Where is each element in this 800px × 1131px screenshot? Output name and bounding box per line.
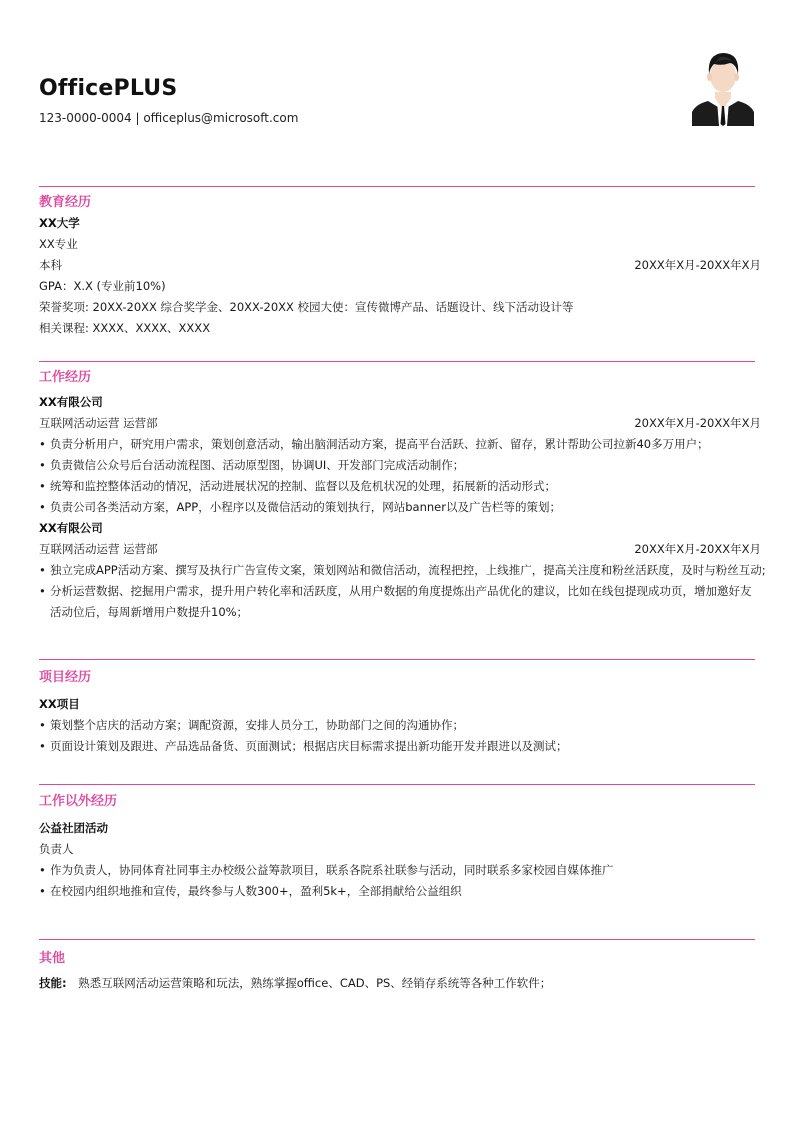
honors: 荣誉奖项: 20XX-20XX 综合奖学金、20XX-20XX 校园大使：宣传微博产品、话题设计、线下活动设计等 <box>39 300 574 314</box>
projects-section <box>39 668 761 757</box>
company-name: XX有限公司 <box>39 521 103 535</box>
list-item: • 负责微信公众号后台活动流程图、活动原型图，协调UI、开发部门完成活动制作； <box>39 455 761 476</box>
list-item: • 页面设计策划及跟进、产品选品备货、页面测试；根据店庆目标需求提出新功能开发并跟进以及测试； <box>39 736 761 757</box>
list-item: • 负责公司各类活动方案，APP，小程序以及微信活动的策划执行，网站banner以及广告栏等的策划； <box>39 497 761 518</box>
project-name: XX项目 <box>39 697 80 711</box>
other-work-title: 工作以外经历 <box>39 794 118 809</box>
section-divider <box>39 939 755 940</box>
avatar <box>692 44 754 126</box>
skills-row <box>39 973 761 994</box>
other-work-section <box>39 792 761 902</box>
section-divider <box>39 659 755 660</box>
skills-label: 技能: <box>39 976 67 990</box>
list-item: • 独立完成APP活动方案、撰写及执行广告宣传文案，策划网站和微信活动，流程把控，上线推广，提高关注度和粉丝活跃度，及时与粉丝互动; <box>39 560 761 581</box>
courses: 相关课程: XXXX、XXXX、XXXX <box>39 321 211 335</box>
section-divider <box>39 361 755 362</box>
projects-title: 项目经历 <box>39 670 92 685</box>
skills-text: 熟悉互联网活动运营策略和玩法，熟练掌握office、CAD、PS、经销存系统等各种工作软件； <box>78 976 552 990</box>
job-date: 20XX年X月-20XX年X月 <box>634 542 761 556</box>
activity-role: 负责人 <box>39 842 74 856</box>
work-section <box>39 368 766 623</box>
job-date: 20XX年X月-20XX年X月 <box>634 416 761 430</box>
education-title: 教育经历 <box>39 195 92 210</box>
list-item: • 作为负责人，协同体育社同事主办校级公益筹款项目，联系各院系社联参与活动，同时联系多家校园自媒体推广 <box>39 860 761 881</box>
misc-section <box>39 949 761 994</box>
degree-row <box>39 255 761 276</box>
activity-name: 公益社团活动 <box>39 821 108 835</box>
job-role-row <box>39 539 761 560</box>
gpa: GPA：X.X (专业前10%) <box>39 279 166 293</box>
degree: 本科 <box>39 258 62 272</box>
work-title: 工作经历 <box>39 370 92 385</box>
list-item: • 在校园内组织地推和宣传，最终参与人数300+，盈利5k+，全部捐献给公益组织 <box>39 881 761 902</box>
section-divider <box>39 784 755 785</box>
job-role: 互联网活动运营 运营部 <box>39 416 158 430</box>
company-name: XX有限公司 <box>39 395 103 409</box>
candidate-name: OfficePLUS <box>39 76 178 101</box>
education-date: 20XX年X月-20XX年X月 <box>634 258 761 272</box>
contact-info: 123-0000-0004 | officeplus@microsoft.com <box>39 111 299 125</box>
list-item: • 负责分析用户，研究用户需求，策划创意活动，输出脑洞活动方案，提高平台活跃、拉新、留存，累计帮助公司拉新40多万用户； <box>39 434 761 455</box>
education-section <box>39 193 761 339</box>
misc-title: 其他 <box>39 951 66 966</box>
list-item: • 统筹和监控整体活动的情况，活动进展状况的控制、监督以及危机状况的处理，拓展新的活动形式； <box>39 476 761 497</box>
school-name: XX大学 <box>39 216 80 230</box>
section-divider <box>39 186 755 187</box>
major: XX专业 <box>39 237 78 251</box>
job-role-row <box>39 413 761 434</box>
list-item: • 分析运营数据、挖掘用户需求，提升用户转化率和活跃度，从用户数据的角度提炼出产品优化的建议，比如在线包提现成功页，增加邀好友活动位后，每周新增用户数提升10%； <box>39 581 761 623</box>
list-item: • 策划整个店庆的活动方案；调配资源，安排人员分工，协助部门之间的沟通协作； <box>39 715 761 736</box>
job-role: 互联网活动运营 运营部 <box>39 542 158 556</box>
